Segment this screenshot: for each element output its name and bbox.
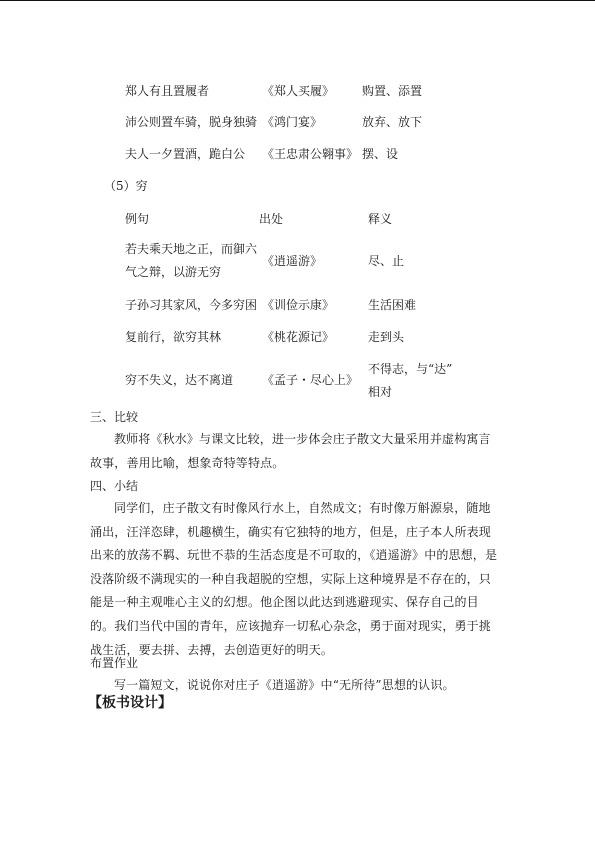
source-text: 《逍遥游》 — [262, 254, 323, 268]
source-text: 《郑人买履》 — [262, 84, 335, 98]
column-header-source: 出处 — [259, 212, 284, 226]
example-text: 夫人一夕置酒，跪白公 — [125, 147, 246, 161]
example-text: 若夫乘天地之正，而御六 — [125, 242, 258, 256]
section-title: （5）穷 — [104, 179, 148, 193]
meaning-text: 走到头 — [368, 330, 405, 344]
meaning-text: 生活困难 — [368, 298, 417, 312]
example-text: 子孙习其家风，今多穷困 — [125, 298, 258, 312]
summary-paragraph: 同学们，庄子散文有时像风行水上，自然成文；有时像万斛源泉，随地涌出，汪洋恣肆，机趣横生，确实有它独特的地方，但是，庄子本人所表现出来的放荡不羁、玩世不恭的生活态度是不可取的，《逍遥游》中的思想，是没落阶级不满现实的一种自我超脱的空想，实际上这种境界是不存在的，只能是一种主观唯心主义的幻想。他企图以此达到逃避现实、保存自己的目的。我们当代中国的青年，应该抛弃一切私心杂念，勇于面对现实，勇于挑战生活，要去拼、去搏，去创造更好的明天。 — [90, 501, 498, 657]
source-text: 《孟子・尽心上》 — [262, 373, 359, 387]
homework-paragraph: 写一篇短文，说说你对庄子《逍遥游》中“无所待”思想的认识。 — [114, 678, 455, 692]
section-heading-compare: 三、比较 — [90, 410, 139, 424]
source-text: 《鸿门宴》 — [262, 115, 323, 129]
compare-paragraph: 教师将《秋水》与课文比较，进一步体会庄子散文大量采用并虚构寓言故事，善用比喻，想象奇特等特点。 — [90, 432, 491, 470]
source-text: 《桃花源记》 — [262, 330, 335, 344]
section-heading-summary: 四、小结 — [90, 479, 139, 493]
example-text: 穷不失义，达不离道 — [125, 373, 234, 387]
example-text: 沛公则置车骑，脱身独骑 — [125, 115, 258, 129]
board-design-heading: 【板书设计】 — [88, 695, 172, 711]
meaning-text: 放弃、放下 — [362, 115, 423, 129]
meaning-text: 相对 — [368, 385, 393, 399]
meaning-text: 不得志，与“达” — [368, 362, 453, 376]
source-text: 《王忠肃公翱事》 — [262, 147, 359, 161]
meaning-text: 尽、止 — [368, 254, 405, 268]
example-text: 复前行，欲穷其林 — [125, 330, 222, 344]
example-text: 气之辩，以游无穷 — [125, 265, 222, 279]
page-top-rule — [0, 0, 595, 1]
source-text: 《训俭示康》 — [262, 298, 335, 312]
section-heading-homework: 布置作业 — [90, 656, 139, 670]
meaning-text: 购置、添置 — [362, 84, 423, 98]
column-header-example: 例句 — [125, 212, 150, 226]
column-header-meaning: 释义 — [368, 212, 393, 226]
meaning-text: 摆、设 — [362, 147, 399, 161]
example-text: 郑人有且置履者 — [125, 84, 210, 98]
